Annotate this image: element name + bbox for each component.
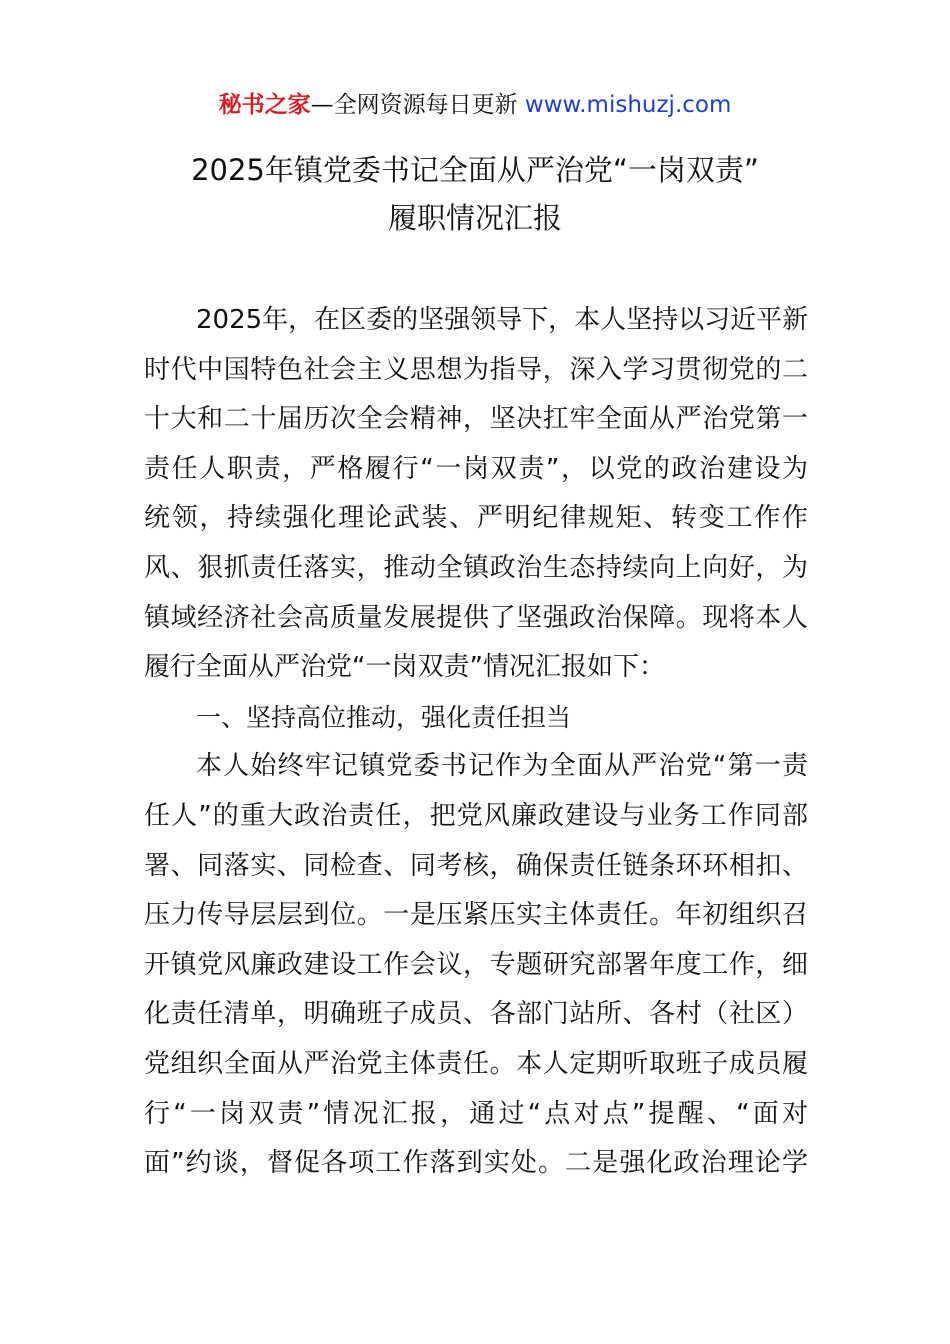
- body-line: 党组织全面从严治党主体责任。本人定期听取班子成员履: [144, 1048, 808, 1079]
- body-line: 时代中国特色社会主义思想为指导，深入学习贯彻党的二: [144, 354, 808, 385]
- body-line: 面”约谈，督促各项工作落到实处。二是强化政治理论学: [144, 1148, 808, 1179]
- body-line: 开镇党风廉政建设工作会议，专题研究部署年度工作，细: [144, 949, 808, 980]
- body-line: 2025年，在区委的坚强领导下，本人坚持以习近平新: [196, 305, 808, 335]
- body-line: 署、同落实、同检查、同考核，确保责任链条环环相扣、: [144, 850, 808, 881]
- body-line: 行“一岗双责”情况汇报，通过“点对点”提醒、“面对: [144, 1098, 808, 1129]
- body-line: 本人始终牢记镇党委书记作为全面从严治党“第一责: [196, 751, 808, 782]
- site-url[interactable]: www.mishuzj.com: [524, 92, 732, 118]
- body-line: 镇域经济社会高质量发展提供了坚强政治保障。现将本人: [144, 602, 808, 633]
- section-heading: 一、坚持高位推动，强化责任担当: [196, 702, 572, 732]
- site-header: [0, 88, 950, 122]
- body-line: 统领，持续强化理论武装、严明纪律规矩、转变工作作: [144, 503, 808, 534]
- header-tagline: —全网资源每日更新: [310, 92, 525, 118]
- body-line: 任人”的重大政治责任，把党风廉政建设与业务工作同部: [144, 800, 808, 831]
- body-line: 化责任清单，明确班子成员、各部门站所、各村（社区）: [144, 999, 808, 1030]
- body-line: 责任人职责，严格履行“一岗双责”，以党的政治建设为: [144, 453, 808, 484]
- body-line: 十大和二十届历次全会精神，坚决扛牢全面从严治党第一: [144, 404, 808, 435]
- document-title-line-2: 履职情况汇报: [387, 201, 562, 235]
- body-line: 风、狠抓责任落实，推动全镇政治生态持续向上向好，为: [144, 552, 808, 583]
- body-line: 履行全面从严治党“一岗双责”情况汇报如下：: [144, 652, 665, 683]
- document-title-line-1: 2025年镇党委书记全面从严治党“一岗双责”: [191, 153, 759, 187]
- document-body: [144, 296, 808, 1189]
- brand-name: 秘书之家: [218, 92, 311, 118]
- body-line: 压力传导层层到位。一是压紧压实主体责任。年初组织召: [144, 900, 808, 931]
